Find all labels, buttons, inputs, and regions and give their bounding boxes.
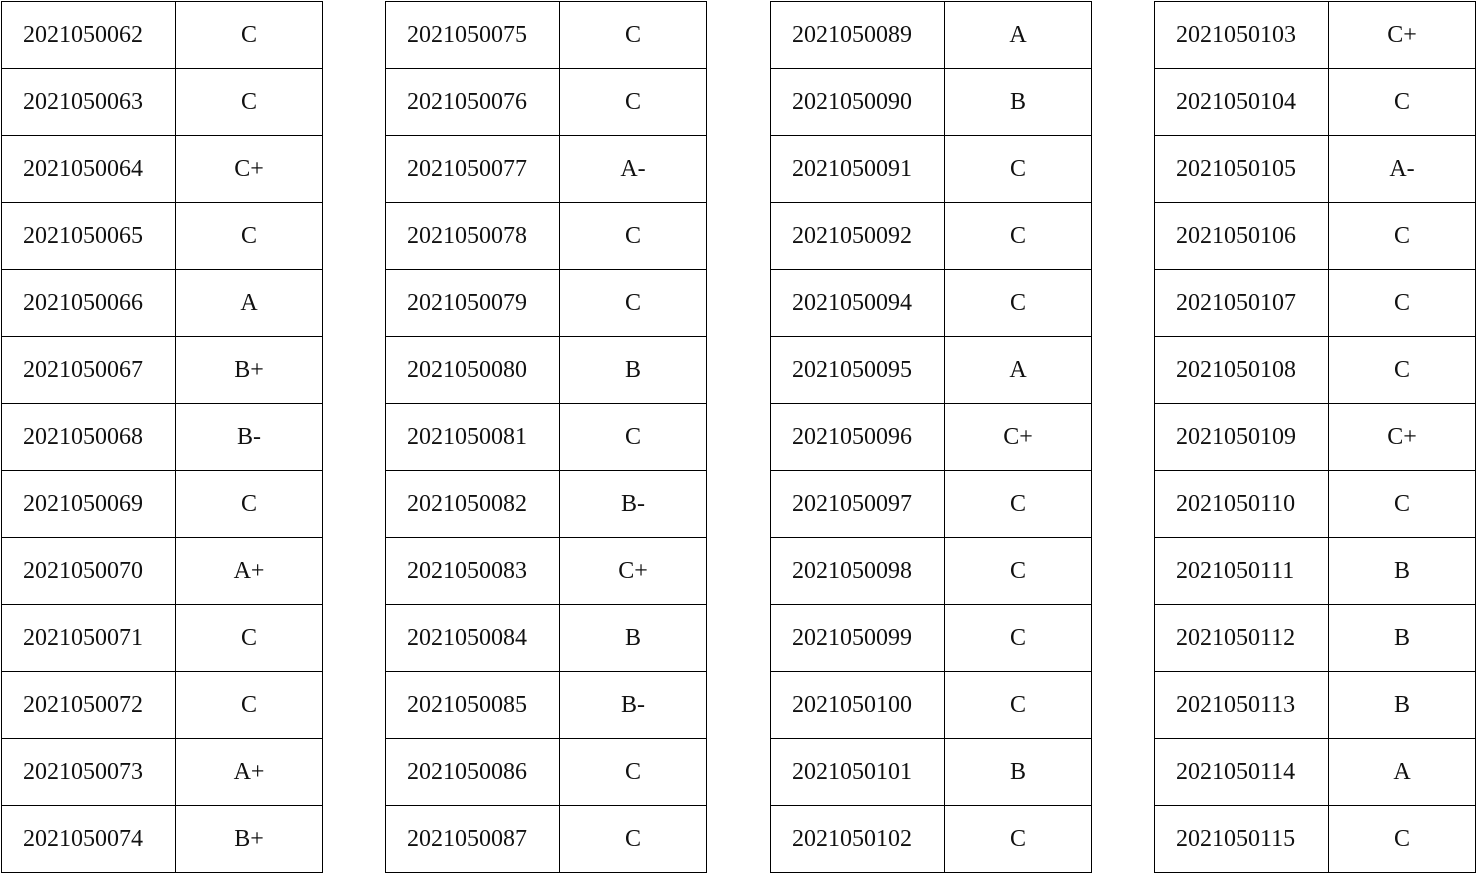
grade-cell: B+ [176, 337, 323, 404]
student-id-cell: 2021050112 [1155, 605, 1329, 672]
grade-cell: A [945, 2, 1092, 69]
table-row [771, 471, 1092, 538]
table-row [771, 2, 1092, 69]
grade-cell: B [945, 69, 1092, 136]
student-id-cell: 2021050113 [1155, 672, 1329, 739]
student-id-cell: 2021050083 [386, 538, 560, 605]
grade-cell: C [560, 806, 707, 873]
grade-cell: C [945, 672, 1092, 739]
table-row [2, 538, 323, 605]
table-row [2, 404, 323, 471]
student-id-cell: 2021050096 [771, 404, 945, 471]
student-id-cell: 2021050110 [1155, 471, 1329, 538]
student-id-cell: 2021050071 [2, 605, 176, 672]
grade-cell: C [945, 471, 1092, 538]
student-id-cell: 2021050106 [1155, 203, 1329, 270]
table-row [1155, 270, 1476, 337]
table-row [386, 69, 707, 136]
student-id-cell: 2021050091 [771, 136, 945, 203]
table-row [1155, 69, 1476, 136]
student-id-cell: 2021050090 [771, 69, 945, 136]
table-row [1155, 538, 1476, 605]
student-id-cell: 2021050098 [771, 538, 945, 605]
grade-cell: A [176, 270, 323, 337]
table-row [771, 69, 1092, 136]
table-row [386, 2, 707, 69]
student-id-cell: 2021050063 [2, 69, 176, 136]
table-row [1155, 471, 1476, 538]
grade-cell: C [176, 69, 323, 136]
grade-cell: C [176, 203, 323, 270]
table-row [1155, 136, 1476, 203]
grade-cell: A+ [176, 739, 323, 806]
grade-cell: C [945, 136, 1092, 203]
grade-cell: A+ [176, 538, 323, 605]
table-row [2, 806, 323, 873]
table-row [2, 203, 323, 270]
grade-cell: C+ [1329, 404, 1476, 471]
table-row [771, 136, 1092, 203]
table-row [771, 605, 1092, 672]
student-id-cell: 2021050084 [386, 605, 560, 672]
table-row [2, 270, 323, 337]
student-id-cell: 2021050081 [386, 404, 560, 471]
student-id-cell: 2021050109 [1155, 404, 1329, 471]
grade-cell: C [560, 739, 707, 806]
grade-cell: C [176, 2, 323, 69]
grade-cell: C [560, 270, 707, 337]
table-row [771, 672, 1092, 739]
student-id-cell: 2021050082 [386, 471, 560, 538]
grade-cell: C [945, 270, 1092, 337]
student-id-cell: 2021050115 [1155, 806, 1329, 873]
student-id-cell: 2021050101 [771, 739, 945, 806]
table-row [386, 605, 707, 672]
grade-cell: A [945, 337, 1092, 404]
grade-cell: A- [560, 136, 707, 203]
table-row [2, 337, 323, 404]
student-id-cell: 2021050075 [386, 2, 560, 69]
grade-cell: B [945, 739, 1092, 806]
student-id-cell: 2021050066 [2, 270, 176, 337]
grade-cell: C [176, 471, 323, 538]
student-id-cell: 2021050089 [771, 2, 945, 69]
student-id-cell: 2021050074 [2, 806, 176, 873]
student-id-cell: 2021050069 [2, 471, 176, 538]
student-id-cell: 2021050107 [1155, 270, 1329, 337]
table-row [386, 337, 707, 404]
table-row [1155, 605, 1476, 672]
grade-cell: C [1329, 471, 1476, 538]
grade-cell: C [945, 203, 1092, 270]
table-row [1155, 672, 1476, 739]
table-row [386, 538, 707, 605]
student-id-cell: 2021050085 [386, 672, 560, 739]
student-id-cell: 2021050103 [1155, 2, 1329, 69]
table-row [386, 471, 707, 538]
grade-cell: C [1329, 203, 1476, 270]
student-id-cell: 2021050104 [1155, 69, 1329, 136]
student-id-cell: 2021050102 [771, 806, 945, 873]
table-row [771, 806, 1092, 873]
student-id-cell: 2021050065 [2, 203, 176, 270]
grade-cell: B [1329, 605, 1476, 672]
grade-cell: C [945, 806, 1092, 873]
student-id-cell: 2021050100 [771, 672, 945, 739]
table-row [2, 605, 323, 672]
table-row [771, 337, 1092, 404]
grade-cell: B- [560, 471, 707, 538]
student-id-cell: 2021050111 [1155, 538, 1329, 605]
table-row [1155, 2, 1476, 69]
table-row [2, 739, 323, 806]
table-row [2, 2, 323, 69]
student-id-cell: 2021050062 [2, 2, 176, 69]
grade-cell: C [945, 605, 1092, 672]
table-row [771, 404, 1092, 471]
student-id-cell: 2021050086 [386, 739, 560, 806]
student-id-cell: 2021050094 [771, 270, 945, 337]
grade-cell: C+ [1329, 2, 1476, 69]
grade-cell: C [560, 203, 707, 270]
table-row [386, 739, 707, 806]
student-id-cell: 2021050067 [2, 337, 176, 404]
grade-cell: A- [1329, 136, 1476, 203]
table-row [2, 471, 323, 538]
grade-cell: B+ [176, 806, 323, 873]
student-id-cell: 2021050064 [2, 136, 176, 203]
table-row [386, 136, 707, 203]
student-id-cell: 2021050087 [386, 806, 560, 873]
student-id-cell: 2021050092 [771, 203, 945, 270]
grade-table-2 [385, 1, 707, 873]
grade-cell: C [560, 69, 707, 136]
grade-table-1 [1, 1, 323, 873]
student-id-cell: 2021050108 [1155, 337, 1329, 404]
table-row [2, 672, 323, 739]
table-row [1155, 806, 1476, 873]
grade-cell: C [1329, 806, 1476, 873]
grade-cell: B [560, 605, 707, 672]
table-row [386, 806, 707, 873]
student-id-cell: 2021050105 [1155, 136, 1329, 203]
grade-cell: C [945, 538, 1092, 605]
student-id-cell: 2021050095 [771, 337, 945, 404]
grade-cell: C [176, 605, 323, 672]
grade-table-3 [770, 1, 1092, 873]
grade-cell: C [176, 672, 323, 739]
grade-cell: C+ [945, 404, 1092, 471]
grade-table-4 [1154, 1, 1476, 873]
student-id-cell: 2021050077 [386, 136, 560, 203]
table-row [771, 739, 1092, 806]
grade-cell: C [1329, 69, 1476, 136]
table-row [1155, 337, 1476, 404]
grade-cell: B- [176, 404, 323, 471]
grade-cell: C [560, 404, 707, 471]
student-id-cell: 2021050070 [2, 538, 176, 605]
student-id-cell: 2021050097 [771, 471, 945, 538]
grade-cell: B- [560, 672, 707, 739]
student-id-cell: 2021050079 [386, 270, 560, 337]
student-id-cell: 2021050078 [386, 203, 560, 270]
grade-cell: C+ [560, 538, 707, 605]
grade-cell: C+ [176, 136, 323, 203]
student-id-cell: 2021050114 [1155, 739, 1329, 806]
student-id-cell: 2021050099 [771, 605, 945, 672]
table-row [771, 270, 1092, 337]
grade-cell: B [1329, 672, 1476, 739]
student-id-cell: 2021050080 [386, 337, 560, 404]
table-row [1155, 404, 1476, 471]
table-row [771, 538, 1092, 605]
grade-cell: A [1329, 739, 1476, 806]
student-id-cell: 2021050073 [2, 739, 176, 806]
grade-cell: B [1329, 538, 1476, 605]
table-row [2, 136, 323, 203]
table-row [771, 203, 1092, 270]
student-id-cell: 2021050076 [386, 69, 560, 136]
student-id-cell: 2021050072 [2, 672, 176, 739]
table-row [1155, 203, 1476, 270]
grade-cell: C [1329, 337, 1476, 404]
grade-cell: C [1329, 270, 1476, 337]
student-id-cell: 2021050068 [2, 404, 176, 471]
grade-cell: C [560, 2, 707, 69]
table-row [386, 203, 707, 270]
table-row [386, 404, 707, 471]
grade-cell: B [560, 337, 707, 404]
table-row [386, 672, 707, 739]
table-row [1155, 739, 1476, 806]
table-row [2, 69, 323, 136]
table-row [386, 270, 707, 337]
